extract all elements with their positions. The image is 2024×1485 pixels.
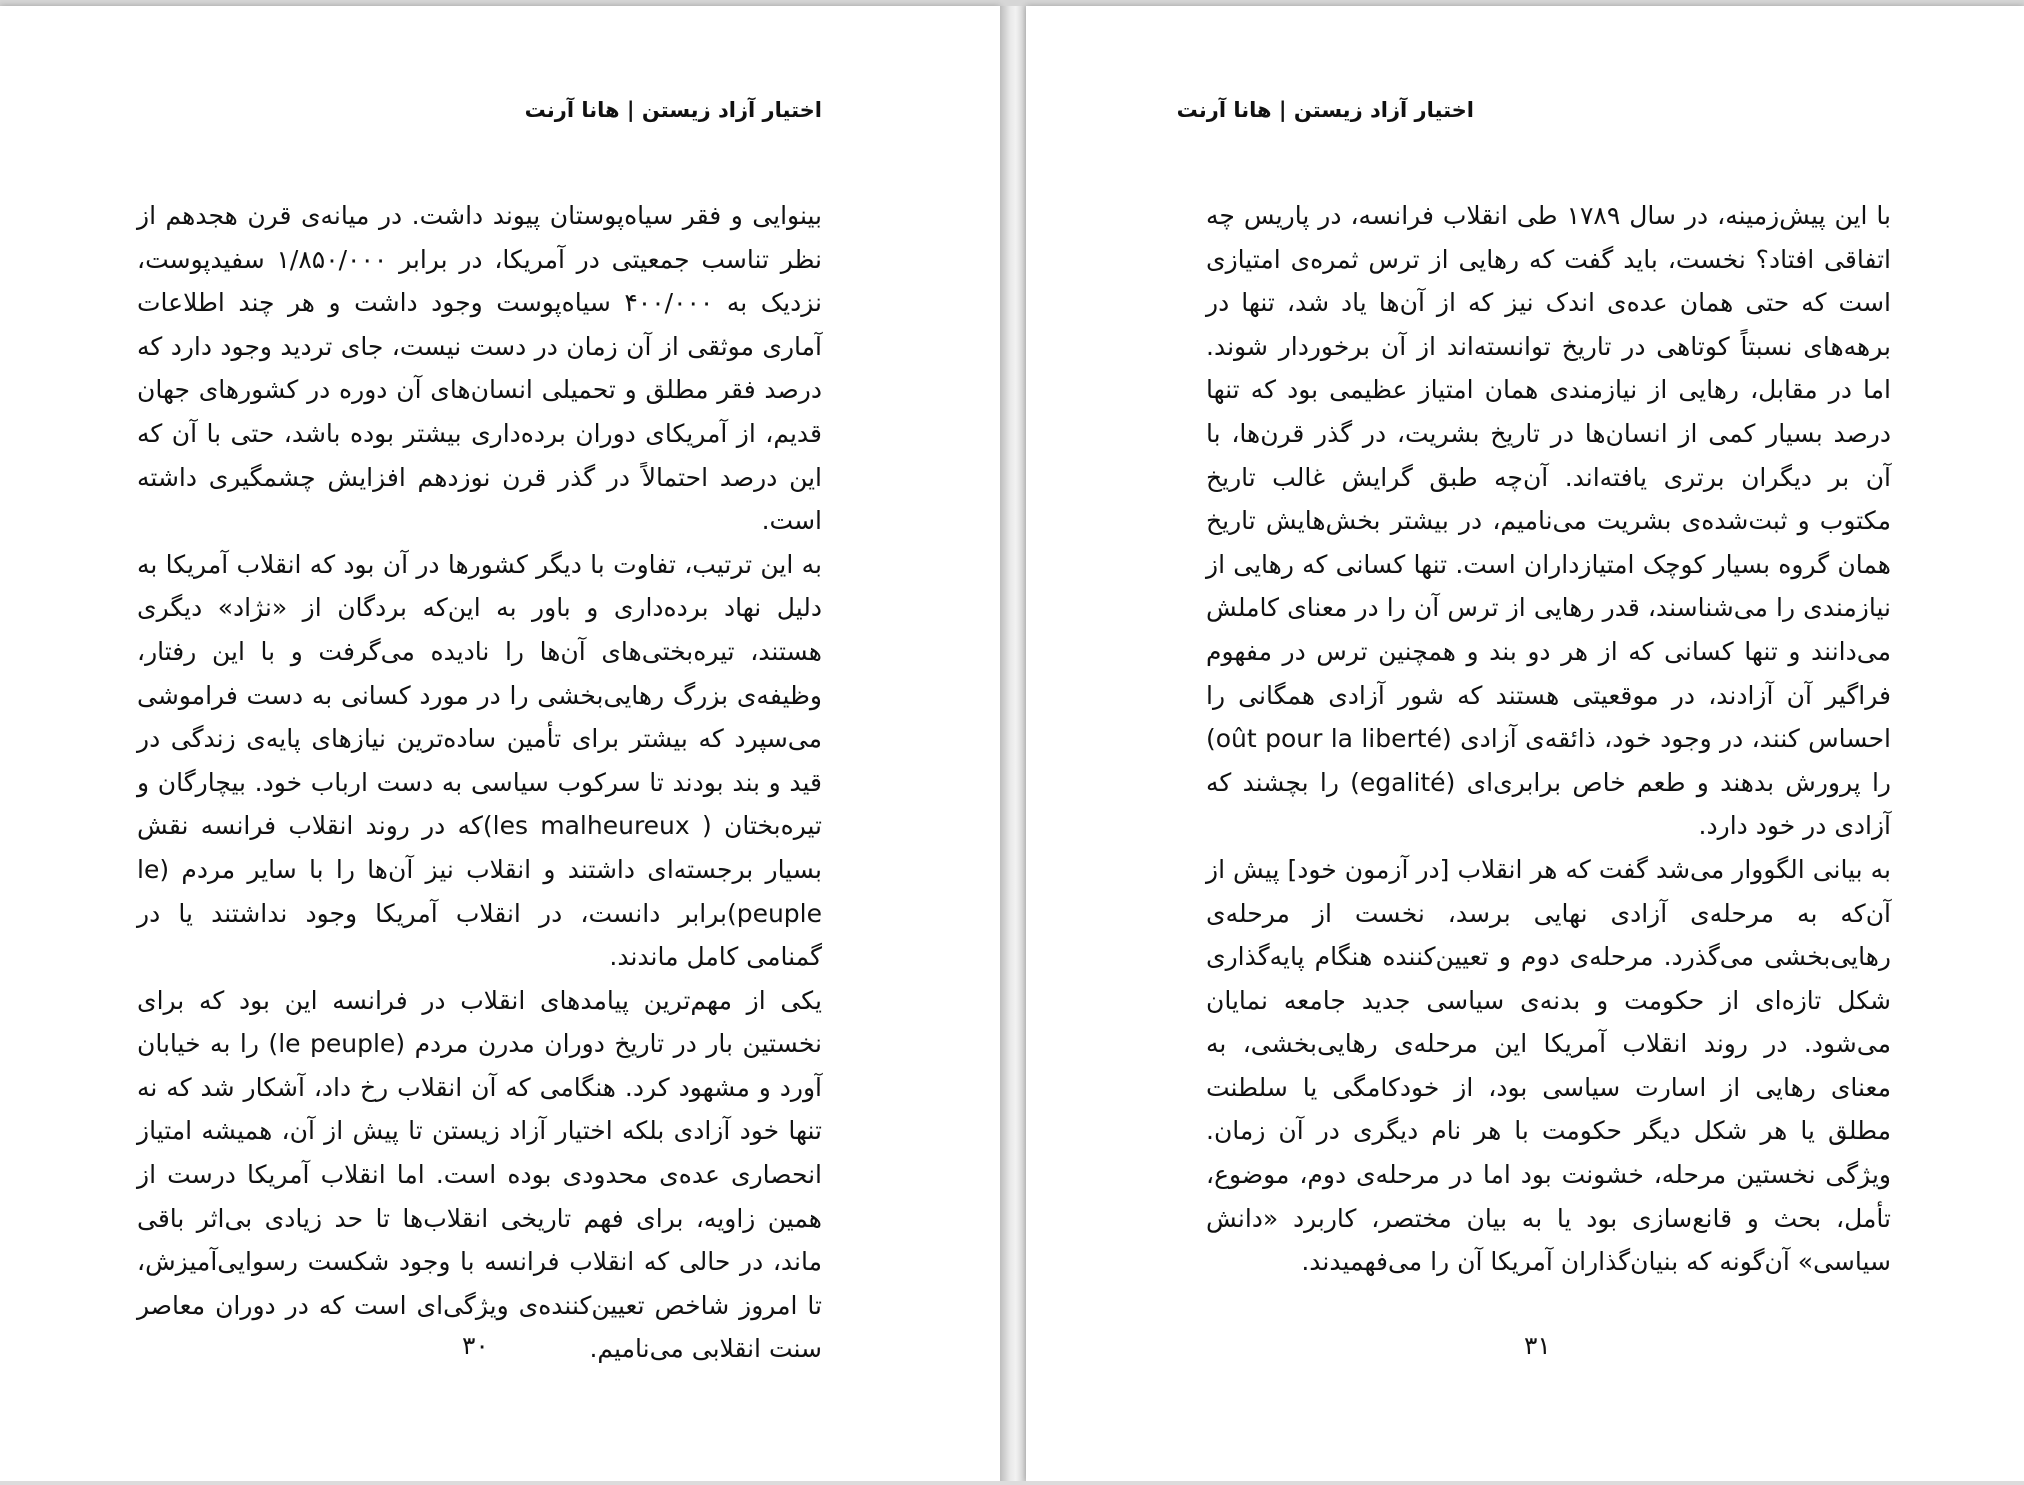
running-header: اختیار آزاد زیستن | هانا آرنت	[1176, 98, 1474, 122]
page-31	[1026, 6, 2024, 1481]
paragraph: به بیانی الگووار می‌شد گفت که هر انقلاب [در آزمون خود] پیش از آن‌که به مرحله‌ی آزادی نهایی برسد، نخست از مرحله‌ی رهایی‌بخشی می‌گذرد. مرحله‌ی دوم و تعیین‌کننده هنگام پایه‌گذاری شکل تازه‌ای از حکومت و بدنه‌ی سیاسی جدید جامعه نمایان می‌شود. در روند انقلاب آمریکا این مرحله‌ی رهایی‌بخشی، به معنای رهایی از اسارت سیاسی بود، از خودکامگی یا سلطنت مطلق یا هر شکل دیگر حکومت با هر نام دیگری در آن زمان. ویژگی نخستین مرحله، خشونت بود اما در مرحله‌ی دوم، موضوع، تأمل، بحث و قانع‌سازی بود یا به بیان مختصر، کاربرد «دانش سیاسی» آن‌گونه که بنیان‌گذاران آمریکا آن را می‌فهمیدند.	[1206, 854, 1891, 1277]
paragraph: با این پیش‌زمینه، در سال ۱۷۸۹ طی انقلاب فرانسه، در پاریس چه اتفاقی افتاد؟ نخست، باید گفت که رهایی از ترس ثمره‌ی امتیازی است که حتی همان عده‌ی اندک نیز که از آن‌ها یاد شد، تنها در برهه‌های نسبتاً کوتاهی در تاریخ توانسته‌اند از آن برخوردار شوند. اما در مقابل، رهایی از نیازمندی همان امتیاز عظیمی بود که تنها درصد بسیار کمی از انسان‌ها در تاریخ بشریت، در گذر قرن‌ها، با آن بر دیگران برتری یافته‌اند. آن‌چه طبق گرایش غالب تاریخ مکتوب و ثبت‌شده‌ی بشریت می‌نامیم، در بیشتر بخش‌هایش تاریخ همان گروه بسیار کوچک امتیازداران است. تنها کسانی که رهایی از نیازمندی را می‌شناسند، قدر رهایی از ترس آن را در معنای کاملش می‌دانند و تنها کسانی که از هر دو بند و همچنین ترس در مفهوم فراگیر آن آزادند، در موقعیتی هستند که شور آزادی همگانی را احساس کنند، در وجود خود، ذائقه‌ی آزادی (oût pour la liberté) را پرورش بدهند و طعم خاص برابری‌ای (egalité) را بچشند که آزادی در خود دارد.	[1206, 201, 1891, 841]
body-text	[137, 194, 822, 1371]
paragraph: یکی از مهم‌ترین پیامدهای انقلاب در فرانسه این بود که برای نخستین بار در تاریخ دوران مدرن مردم (le peuple) را به خیابان آورد و مشهود کرد. هنگامی که آن انقلاب رخ داد، آشکار شد که نه تنها خود آزادی بلکه اختیار آزاد زیستن تا پیش از آن، همیشه امتیاز انحصاری عده‌ی محدودی بوده است. اما انقلاب آمریکا درست از همین زاویه، برای فهم تاریخی انقلاب‌ها تا حد زیادی بی‌اثر باقی ماند، در حالی که انقلاب فرانسه با وجود شکست رسوایی‌آمیزش، تا امروز شاخص تعیین‌کننده‌ی ویژگی‌ای است که در دوران معاصر سنت انقلابی می‌نامیم.	[137, 985, 822, 1364]
page-number: ۳۰	[462, 1331, 489, 1360]
paragraph: به این ترتیب، تفاوت با دیگر کشورها در آن بود که انقلاب آمریکا به دلیل نهاد برده‌داری و باور به این‌که بردگان از «نژاد» دیگری هستند، تیره‌بختی‌های آن‌ها را نادیده می‌گرفت و با این رفتار، وظیفه‌ی بزرگ رهایی‌بخشی را در مورد کسانی به دست فراموشی می‌سپرد که بیشتر برای تأمین ساده‌ترین نیازهای پایه‌ی زندگی در قید و بند بودند تا سرکوب سیاسی به دست ارباب خود. بیچارگان و تیره‌بختان ( les malheureux)که در روند انقلاب فرانسه نقش بسیار برجسته‌ای داشتند و انقلاب نیز آن‌ها را با سایر مردم (le peuple)برابر دانست، در انقلاب آمریکا وجود نداشتند یا در گمنامی کامل ماندند.	[137, 549, 822, 972]
page-30	[0, 6, 1000, 1481]
running-header: اختیار آزاد زیستن | هانا آرنت	[524, 98, 822, 122]
page-number: ۳۱	[1524, 1331, 1551, 1360]
body-text	[1206, 194, 1891, 1284]
page-gutter	[1000, 6, 1026, 1481]
viewer-bottom-border	[0, 1481, 2024, 1485]
paragraph: بینوایی و فقر سیاه‌پوستان پیوند داشت. در میانه‌ی قرن هجدهم از نظر تناسب جمعیتی در آمریکا، در برابر ۱/۸۵۰/۰۰۰ سفیدپوست، نزدیک به ۴۰۰/۰۰۰ سیاه‌پوست وجود داشت و هر چند اطلاعات آماری موثقی از آن زمان در دست نیست، جای تردید وجود دارد که درصد فقر مطلق و تحمیلی انسان‌های آن دوره در کشورهای جهان قدیم، از آمریکای دوران برده‌داری بیشتر بوده باشد، حتی با آن که این درصد احتمالاً در گذر قرن نوزدهم افزایش چشمگیری داشته است.	[137, 201, 822, 536]
